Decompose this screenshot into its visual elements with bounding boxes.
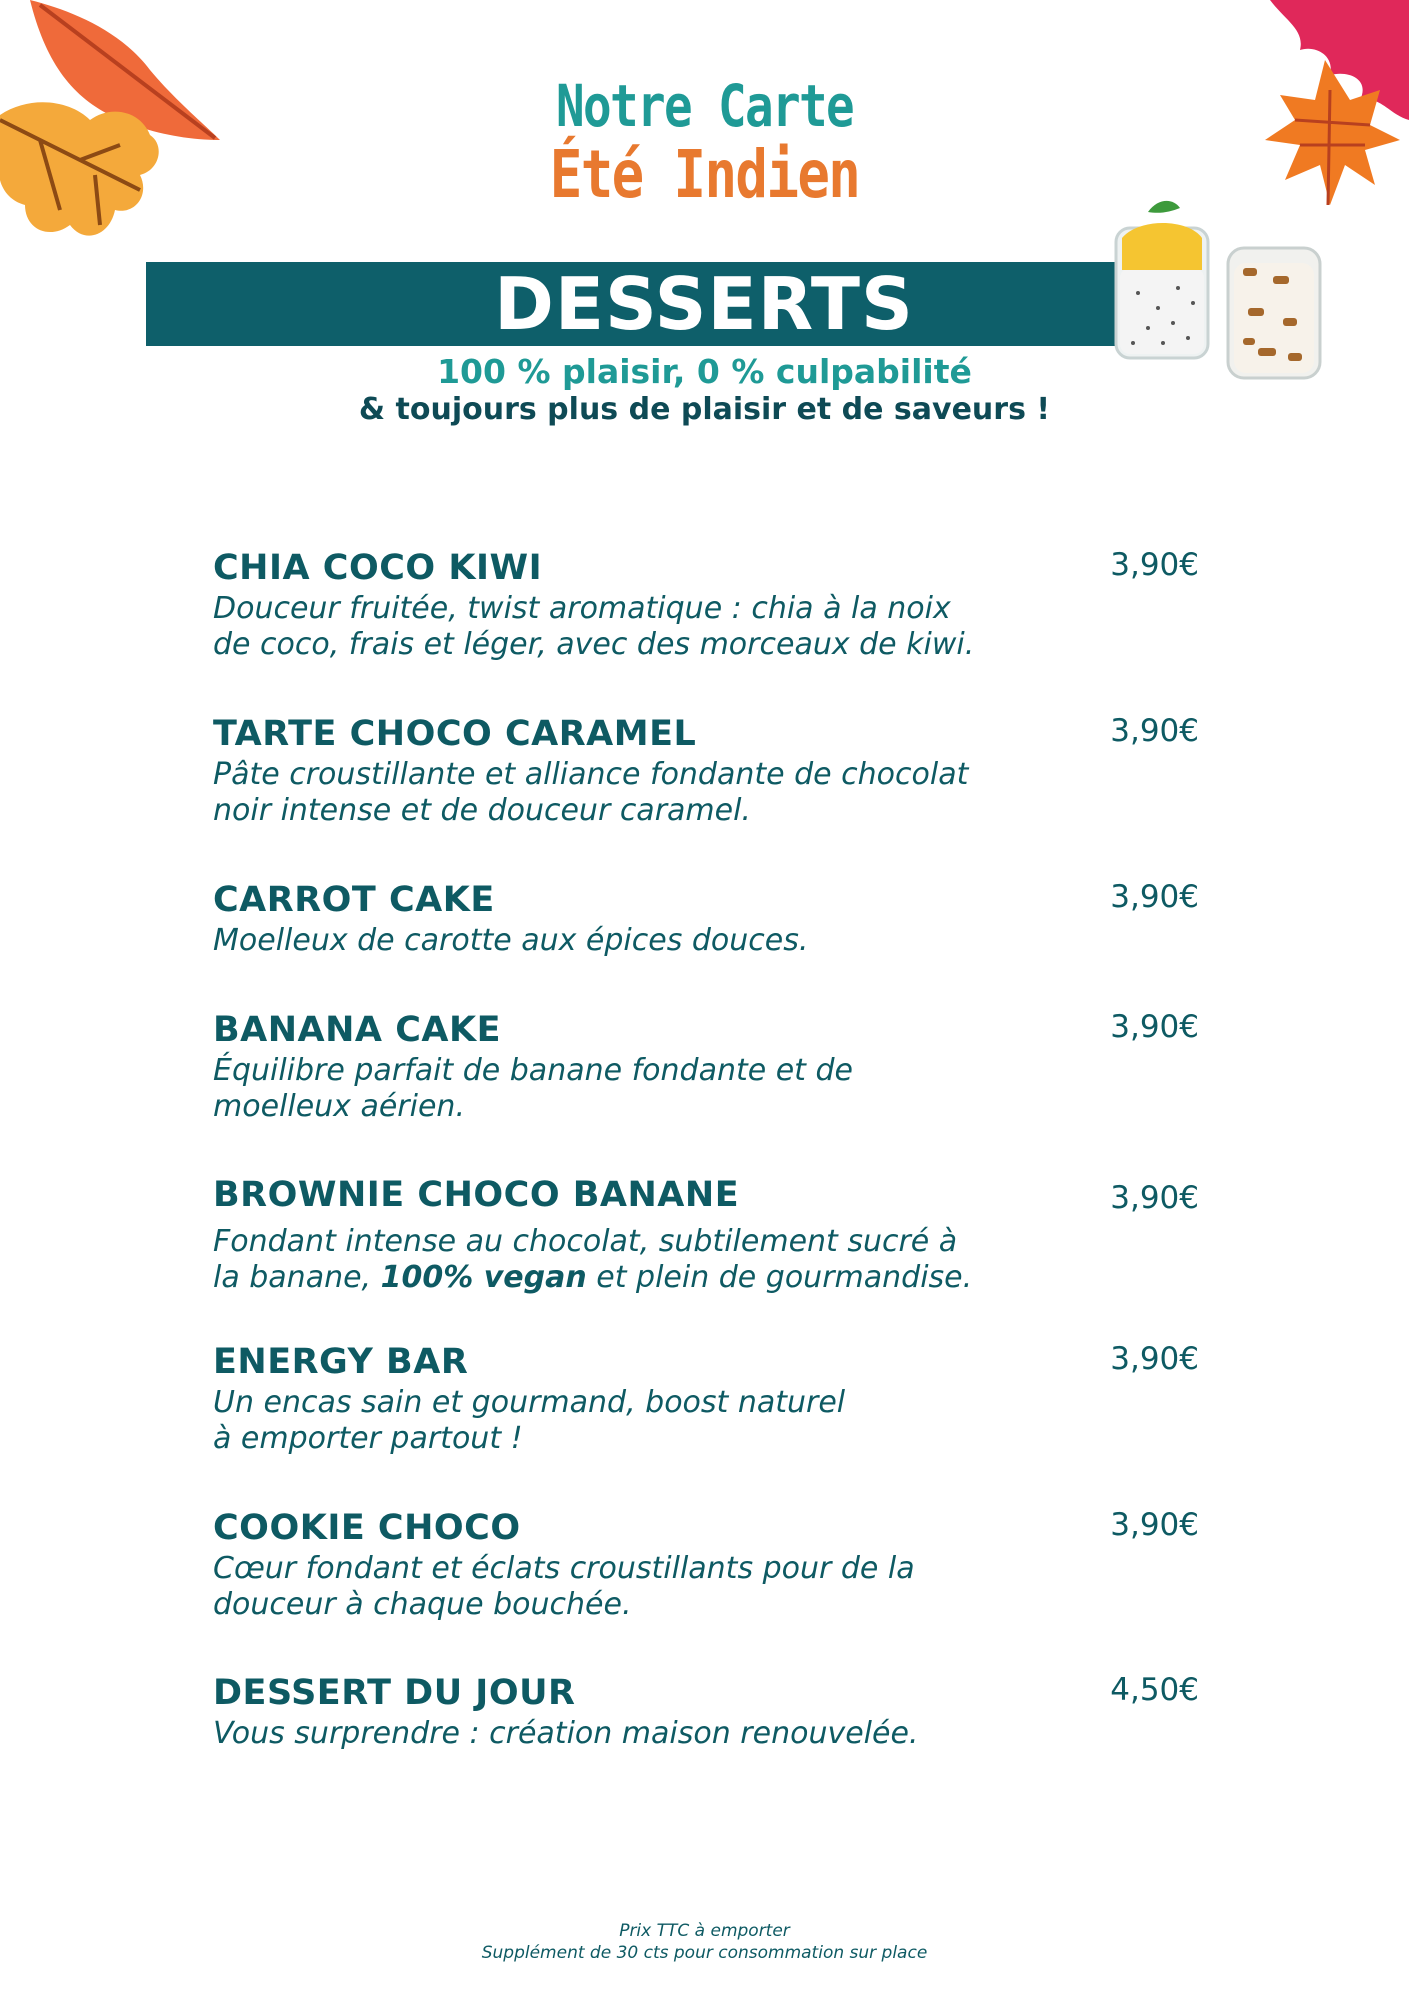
item-name: BROWNIE CHOCO BANANE (213, 1175, 740, 1215)
list-item (213, 1507, 1213, 1623)
item-description: Vous surprendre : création maison renouvelée. (213, 1716, 919, 1751)
list-item (213, 1174, 1213, 1296)
item-name: DESSERT DU JOUR (213, 1673, 576, 1713)
item-description: Cœur fondant et éclats croustillants pour de la douceur à chaque bouchée. (213, 1551, 915, 1622)
item-name: COOKIE CHOCO (213, 1508, 521, 1548)
item-price: 3,90€ (1110, 713, 1199, 749)
section-title: DESSERTS (494, 262, 914, 346)
item-price: 3,90€ (1110, 1009, 1199, 1045)
footer-note: Prix TTC à emporter Supplément de 30 cts pour consommation sur place (481, 1921, 928, 1963)
item-price: 3,90€ (1110, 879, 1199, 915)
item-description: Pâte croustillante et alliance fondante de chocolat noir intense et de douceur caramel. (213, 757, 969, 828)
tagline-primary: 100 % plaisir, 0 % culpabilité (437, 352, 972, 391)
item-name: BANANA CAKE (213, 1010, 502, 1050)
item-price: 4,50€ (1110, 1672, 1199, 1708)
list-item (213, 713, 1213, 829)
list-item (213, 1672, 1213, 1752)
item-price: 3,90€ (1110, 1180, 1199, 1216)
item-price: 3,90€ (1110, 1341, 1199, 1377)
item-price: 3,90€ (1110, 1507, 1199, 1543)
item-description: Équilibre parfait de banane fondante et de moelleux aérien. (213, 1053, 853, 1124)
list-item (213, 1009, 1213, 1125)
item-name: ENERGY BAR (213, 1342, 469, 1382)
item-price: 3,90€ (1110, 547, 1199, 583)
item-description: Un encas sain et gourmand, boost naturel à emporter partout ! (213, 1385, 846, 1456)
item-description: Douceur fruitée, twist aromatique : chia à la noix de coco, frais et léger, avec des morceaux de kiwi. (213, 591, 975, 662)
item-name: CHIA COCO KIWI (213, 548, 543, 588)
item-description: Fondant intense au chocolat, subtilement sucré à la banane, 100% vegan et plein de gourmandise. (213, 1224, 973, 1295)
item-description: Moelleux de carotte aux épices douces. (213, 923, 809, 958)
tagline-secondary: & toujours plus de plaisir et de saveurs ! (358, 392, 1051, 427)
brand-title: Notre Carte (556, 72, 853, 140)
list-item (213, 879, 1213, 959)
list-item (213, 547, 1213, 663)
list-item (213, 1341, 1213, 1457)
vegan-highlight: 100% vegan (380, 1260, 587, 1295)
brand-subtitle: Été Indien (549, 136, 860, 213)
item-name: CARROT CAKE (213, 880, 495, 920)
item-name: TARTE CHOCO CARAMEL (213, 714, 697, 754)
